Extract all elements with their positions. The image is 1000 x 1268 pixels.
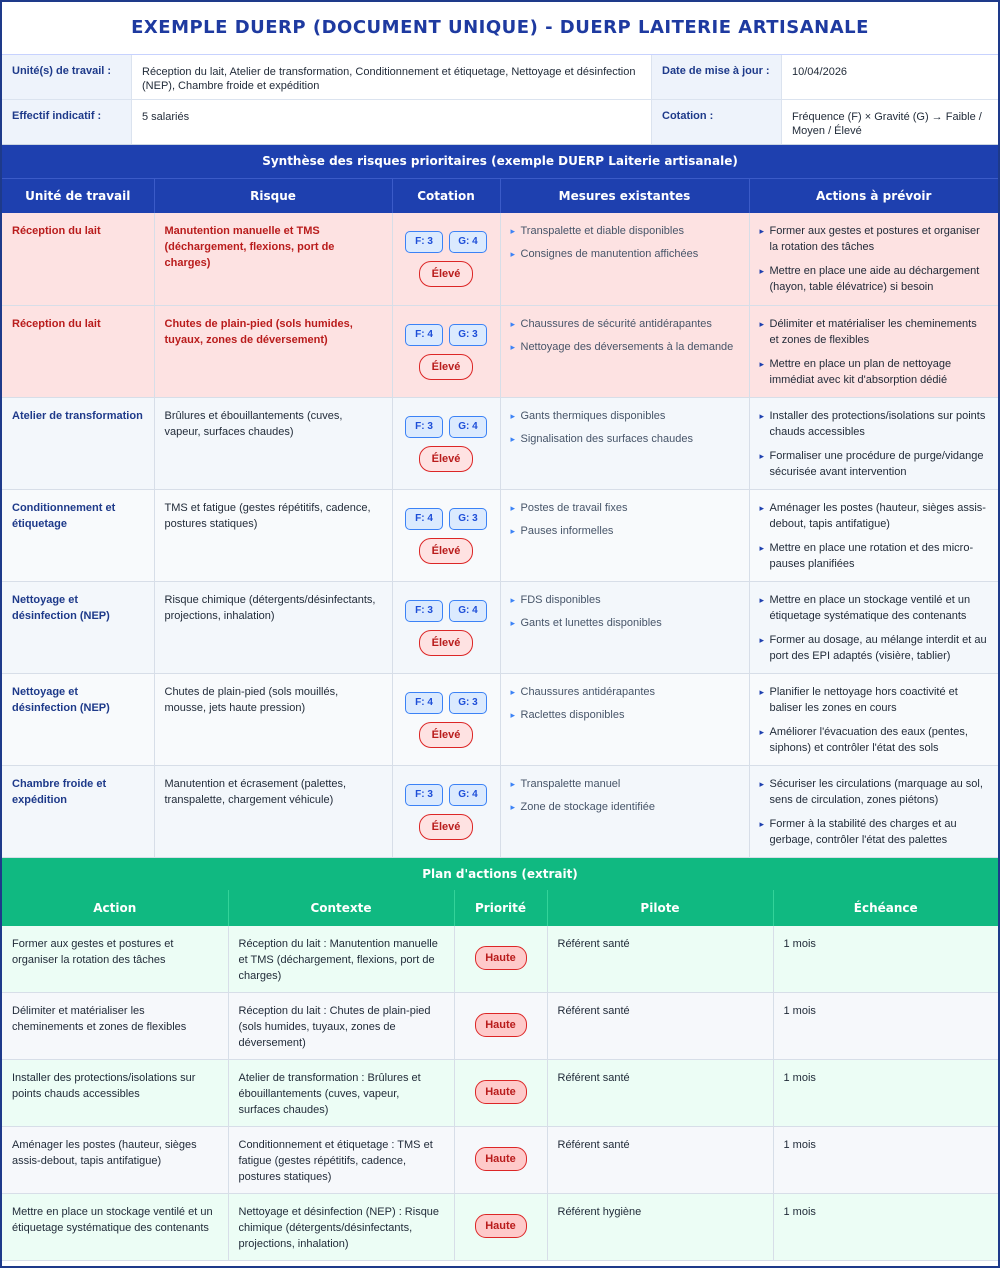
- action-item: ▸ Former au dosage, au mélange interdit et au port des EPI adaptés (visière, tablier): [760, 632, 989, 664]
- unit-cell: Nettoyage et désinfection (NEP): [2, 581, 154, 673]
- action-cell: Mettre en place un stockage ventilé et un étiquetage systématique des contenants: [2, 1194, 228, 1261]
- due-cell: 1 mois: [773, 993, 998, 1060]
- owner-cell: Référent santé: [547, 1060, 773, 1127]
- due-cell: 1 mois: [773, 1060, 998, 1127]
- context-cell: Nettoyage et désinfection (NEP) : Risque chimique (détergents/désinfectants, projections, inhalation): [228, 1194, 454, 1261]
- priority-badge: Haute: [475, 1013, 527, 1037]
- measures-list: [511, 592, 739, 631]
- risk-column-header: Cotation: [392, 179, 500, 213]
- unit-cell: Chambre froide et expédition: [2, 765, 154, 857]
- measures-list: [511, 684, 739, 723]
- actions-list: [760, 223, 989, 295]
- measure-item: ▸ Zone de stockage identifiée: [511, 799, 739, 815]
- priority-cell: [454, 1194, 547, 1261]
- measures-cell: [500, 397, 749, 489]
- measure-item: ▸ Chaussures de sécurité antidérapantes: [511, 316, 739, 332]
- gravity-chip: G: 3: [449, 692, 487, 714]
- info-row: [2, 55, 998, 99]
- risk-level-badge: Élevé: [419, 722, 473, 748]
- risk-row: [2, 581, 998, 673]
- cotation-chips: [403, 324, 490, 346]
- measures-cell: [500, 489, 749, 581]
- owner-cell: Référent hygiène: [547, 1194, 773, 1261]
- info-row: [2, 99, 998, 144]
- actions-cell: [749, 397, 998, 489]
- frequency-chip: F: 4: [405, 324, 443, 346]
- priority-cell: [454, 993, 547, 1060]
- risk-level-badge: Élevé: [419, 261, 473, 287]
- context-cell: Atelier de transformation : Brûlures et ébouillantements (cuves, vapeur, surfaces chaudes): [228, 1060, 454, 1127]
- actions-cell: [749, 305, 998, 397]
- priority-cell: [454, 926, 547, 993]
- risk-section-title: Synthèse des risques prioritaires (exemple DUERP Laiterie artisanale): [2, 145, 998, 179]
- plan-row: [2, 1127, 998, 1194]
- frequency-chip: F: 4: [405, 692, 443, 714]
- action-item: ▸ Mettre en place un stockage ventilé et un étiquetage systématique des contenants: [760, 592, 989, 624]
- measures-list: [511, 316, 739, 355]
- cotation-chips: [403, 508, 490, 530]
- plan-row: [2, 1060, 998, 1127]
- cotation-chips: [403, 231, 490, 253]
- frequency-chip: F: 3: [405, 600, 443, 622]
- measure-item: ▸ FDS disponibles: [511, 592, 739, 608]
- measures-list: [511, 500, 739, 539]
- action-item: ▸ Planifier le nettoyage hors coactivité et baliser les zones en cours: [760, 684, 989, 716]
- risk-column-header: Unité de travail: [2, 179, 154, 213]
- risk-level-badge: Élevé: [419, 630, 473, 656]
- priority-badge: Haute: [475, 1080, 527, 1104]
- priority-badge: Haute: [475, 946, 527, 970]
- risk-cell: TMS et fatigue (gestes répétitifs, cadence, postures statiques): [154, 489, 392, 581]
- risk-table-header: [2, 179, 998, 213]
- risk-column-header: Mesures existantes: [500, 179, 749, 213]
- risk-level-badge: Élevé: [419, 538, 473, 564]
- actions-list: [760, 316, 989, 388]
- cotation-cell: [392, 489, 500, 581]
- measure-item: ▸ Postes de travail fixes: [511, 500, 739, 516]
- gravity-chip: G: 3: [449, 508, 487, 530]
- risk-cell: Chutes de plain-pied (sols mouillés, mousse, jets haute pression): [154, 673, 392, 765]
- risk-row: [2, 213, 998, 305]
- cotation-cell: [392, 673, 500, 765]
- units-value: Réception du lait, Atelier de transformation, Conditionnement et étiquetage, Nettoyage et désinfection (NEP), Chambre froide et expédition: [132, 55, 652, 99]
- frequency-chip: F: 3: [405, 231, 443, 253]
- action-item: ▸ Délimiter et matérialiser les cheminements et zones de flexibles: [760, 316, 989, 348]
- measures-cell: [500, 305, 749, 397]
- measures-cell: [500, 581, 749, 673]
- action-cell: Installer des protections/isolations sur points chauds accessibles: [2, 1060, 228, 1127]
- date-value: 10/04/2026: [792, 66, 848, 78]
- measure-item: ▸ Consignes de manutention affichées: [511, 246, 739, 262]
- action-item: ▸ Améliorer l'évacuation des eaux (pentes, siphons) et contrôler l'état des sols: [760, 724, 989, 756]
- actions-list: [760, 592, 989, 664]
- unit-cell: Nettoyage et désinfection (NEP): [2, 673, 154, 765]
- unit-cell: Réception du lait: [2, 213, 154, 305]
- risk-row: [2, 397, 998, 489]
- actions-cell: [749, 489, 998, 581]
- action-cell: Délimiter et matérialiser les cheminements et zones de flexibles: [2, 993, 228, 1060]
- plan-column-header: Échéance: [773, 890, 998, 926]
- info-block: [2, 55, 998, 145]
- action-item: ▸ Installer des protections/isolations sur points chauds accessibles: [760, 408, 989, 440]
- risk-row: [2, 673, 998, 765]
- actions-list: [760, 684, 989, 756]
- measure-item: ▸ Gants et lunettes disponibles: [511, 615, 739, 631]
- measure-item: ▸ Transpalette manuel: [511, 776, 739, 792]
- gravity-chip: G: 3: [449, 324, 487, 346]
- cotation-cell: [392, 581, 500, 673]
- gravity-chip: G: 4: [449, 784, 487, 806]
- frequency-chip: F: 4: [405, 508, 443, 530]
- plan-column-header: Priorité: [454, 890, 547, 926]
- action-item: ▸ Formaliser une procédure de purge/vidange sécurisée avant intervention: [760, 448, 989, 480]
- measure-item: ▸ Transpalette et diable disponibles: [511, 223, 739, 239]
- plan-row: [2, 993, 998, 1060]
- priority-badge: Haute: [475, 1214, 527, 1238]
- date-label: Date de mise à jour :: [652, 55, 782, 99]
- risk-table: [2, 179, 998, 858]
- due-cell: 1 mois: [773, 1127, 998, 1194]
- actions-list: [760, 776, 989, 848]
- priority-badge: Haute: [475, 1147, 527, 1171]
- context-cell: Conditionnement et étiquetage : TMS et fatigue (gestes répétitifs, cadence, postures statiques): [228, 1127, 454, 1194]
- owner-cell: Référent santé: [547, 993, 773, 1060]
- measures-cell: [500, 673, 749, 765]
- action-item: ▸ Mettre en place une rotation et des micro-pauses planifiées: [760, 540, 989, 572]
- action-item: ▸ Sécuriser les circulations (marquage au sol, sens de circulation, zones piétons): [760, 776, 989, 808]
- gravity-chip: G: 4: [449, 416, 487, 438]
- action-item: ▸ Former aux gestes et postures et organiser la rotation des tâches: [760, 223, 989, 255]
- risk-column-header: Risque: [154, 179, 392, 213]
- measures-list: [511, 408, 739, 447]
- cotation-cell: [392, 213, 500, 305]
- priority-cell: [454, 1127, 547, 1194]
- action-item: ▸ Mettre en place une aide au déchargement (hayon, table élévatrice) si besoin: [760, 263, 989, 295]
- risk-level-badge: Élevé: [419, 354, 473, 380]
- cotation-chips: [403, 416, 490, 438]
- frequency-chip: F: 3: [405, 784, 443, 806]
- plan-column-header: Pilote: [547, 890, 773, 926]
- measures-list: [511, 776, 739, 815]
- plan-column-header: Action: [2, 890, 228, 926]
- plan-section-title: Plan d'actions (extrait): [2, 858, 998, 890]
- risk-level-badge: Élevé: [419, 446, 473, 472]
- actions-list: [760, 500, 989, 572]
- measures-cell: [500, 765, 749, 857]
- unit-cell: Réception du lait: [2, 305, 154, 397]
- cotation-chips: [403, 600, 490, 622]
- action-item: ▸ Former à la stabilité des charges et au gerbage, contrôler l'état des palettes: [760, 816, 989, 848]
- risk-cell: Manutention et écrasement (palettes, transpalette, chargement véhicule): [154, 765, 392, 857]
- risk-cell: Chutes de plain-pied (sols humides, tuyaux, zones de déversement): [154, 305, 392, 397]
- due-cell: 1 mois: [773, 926, 998, 993]
- cotation-cell: [392, 397, 500, 489]
- measures-cell: [500, 213, 749, 305]
- staff-label: Effectif indicatif :: [2, 100, 132, 144]
- document-title: EXEMPLE DUERP (DOCUMENT UNIQUE) - DUERP LAITERIE ARTISANALE: [2, 2, 998, 55]
- measure-item: ▸ Gants thermiques disponibles: [511, 408, 739, 424]
- unit-cell: Conditionnement et étiquetage: [2, 489, 154, 581]
- action-cell: Former aux gestes et postures et organiser la rotation des tâches: [2, 926, 228, 993]
- context-cell: Réception du lait : Chutes de plain-pied (sols humides, tuyaux, zones de déversement): [228, 993, 454, 1060]
- plan-column-header: Contexte: [228, 890, 454, 926]
- plan-table-header: [2, 890, 998, 926]
- unit-cell: Atelier de transformation: [2, 397, 154, 489]
- cotation-chips: [403, 692, 490, 714]
- risk-row: [2, 765, 998, 857]
- owner-cell: Référent santé: [547, 1127, 773, 1194]
- owner-cell: Référent santé: [547, 926, 773, 993]
- gravity-chip: G: 4: [449, 231, 487, 253]
- actions-cell: [749, 673, 998, 765]
- frequency-chip: F: 3: [405, 416, 443, 438]
- priority-cell: [454, 1060, 547, 1127]
- cotation-cell: [392, 305, 500, 397]
- cotation-chips: [403, 784, 490, 806]
- risk-level-badge: Élevé: [419, 814, 473, 840]
- measures-list: [511, 223, 739, 262]
- plan-table: [2, 890, 998, 1262]
- measure-item: ▸ Signalisation des surfaces chaudes: [511, 431, 739, 447]
- risk-cell: Manutention manuelle et TMS (déchargement, flexions, port de charges): [154, 213, 392, 305]
- actions-cell: [749, 213, 998, 305]
- action-cell: Aménager les postes (hauteur, sièges assis-debout, tapis antifatigue): [2, 1127, 228, 1194]
- units-label: Unité(s) de travail :: [2, 55, 132, 99]
- cotation-cell: [392, 765, 500, 857]
- plan-row: [2, 926, 998, 993]
- context-cell: Réception du lait : Manutention manuelle et TMS (déchargement, flexions, port de charges): [228, 926, 454, 993]
- actions-cell: [749, 765, 998, 857]
- risk-cell: Brûlures et ébouillantements (cuves, vapeur, surfaces chaudes): [154, 397, 392, 489]
- actions-list: [760, 408, 989, 480]
- gravity-chip: G: 4: [449, 600, 487, 622]
- staff-value: 5 salariés: [132, 100, 652, 144]
- risk-cell: Risque chimique (détergents/désinfectants, projections, inhalation): [154, 581, 392, 673]
- risk-column-header: Actions à prévoir: [749, 179, 998, 213]
- measure-item: ▸ Nettoyage des déversements à la demande: [511, 339, 739, 355]
- due-cell: 1 mois: [773, 1194, 998, 1261]
- measure-item: ▸ Chaussures antidérapantes: [511, 684, 739, 700]
- measure-item: ▸ Pauses informelles: [511, 523, 739, 539]
- cotation-label: Cotation :: [652, 100, 782, 144]
- plan-row: [2, 1194, 998, 1261]
- action-item: ▸ Aménager les postes (hauteur, sièges assis-debout, tapis antifatigue): [760, 500, 989, 532]
- measure-item: ▸ Raclettes disponibles: [511, 707, 739, 723]
- actions-cell: [749, 581, 998, 673]
- cotation-value: Fréquence (F) × Gravité (G) → Faible / Moyen / Élevé: [792, 111, 982, 137]
- action-item: ▸ Mettre en place un plan de nettoyage immédiat avec kit d'absorption dédié: [760, 356, 989, 388]
- risk-row: [2, 305, 998, 397]
- risk-row: [2, 489, 998, 581]
